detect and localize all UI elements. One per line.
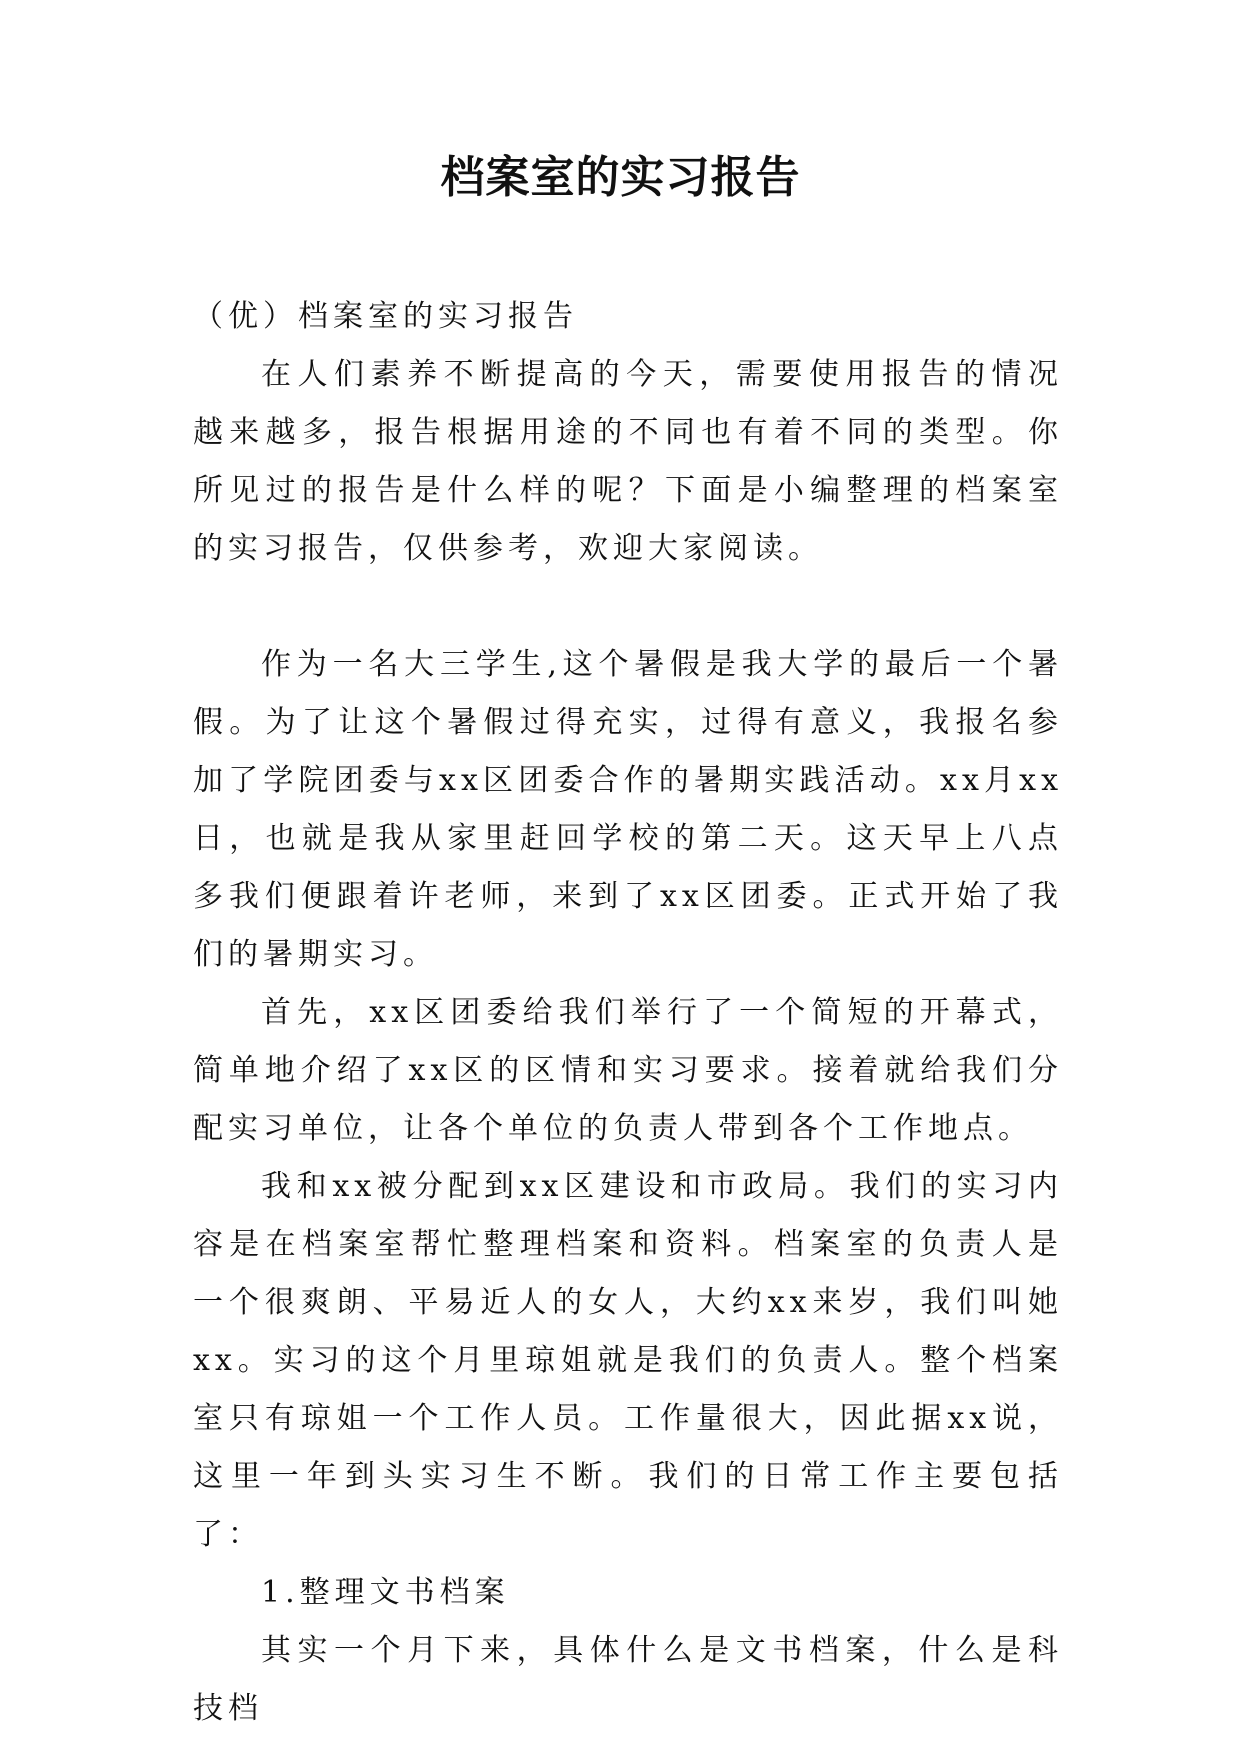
- paragraph-opening-ceremony: 首先，xx区团委给我们举行了一个简短的开幕式，简单地介绍了xx区的区情和实习要求。接着就给我们分配实习单位，让各个单位的负责人带到各个工作地点。: [193, 995, 1063, 1146]
- paragraph-assignment: 我和xx被分配到xx区建设和市政局。我们的实习内容是在档案室帮忙整理档案和资料。档案室的负责人是一个很爽朗、平易近人的女人，大约xx来岁，我们叫她xx。实习的这个月里琼姐就是我们的负责人。整个档案室只有琼姐一个工作人员。工作量很大，因此据xx说，这里一年到头实习生不断。我们的日常工作主要包括了：: [193, 1169, 1063, 1552]
- list-heading-archives: 1.整理文书档案: [261, 1575, 510, 1610]
- document-body: [193, 288, 1063, 1738]
- paragraph-intro: 在人们素养不断提高的今天，需要使用报告的情况越来越多，报告根据用途的不同也有着不同的类型。你所见过的报告是什么样的呢？下面是小编整理的档案室的实习报告，仅供参考，欢迎大家阅读。: [193, 357, 1063, 566]
- document-title: 档案室的实习报告: [440, 152, 801, 203]
- document-subtitle: （优）档案室的实习报告: [193, 299, 578, 334]
- paragraph-internship-start: 作为一名大三学生,这个暑假是我大学的最后一个暑假。为了让这个暑假过得充实，过得有意义，我报名参加了学院团委与xx区团委合作的暑期实践活动。xx月xx日，也就是我从家里赶回学校的第二天。这天早上八点多我们便跟着许老师，来到了xx区团委。正式开始了我们的暑期实习。: [193, 647, 1063, 972]
- paragraph-archives-detail: 其实一个月下来，具体什么是文书档案，什么是科技档: [193, 1633, 1063, 1726]
- paragraph-spacer: [193, 578, 1063, 636]
